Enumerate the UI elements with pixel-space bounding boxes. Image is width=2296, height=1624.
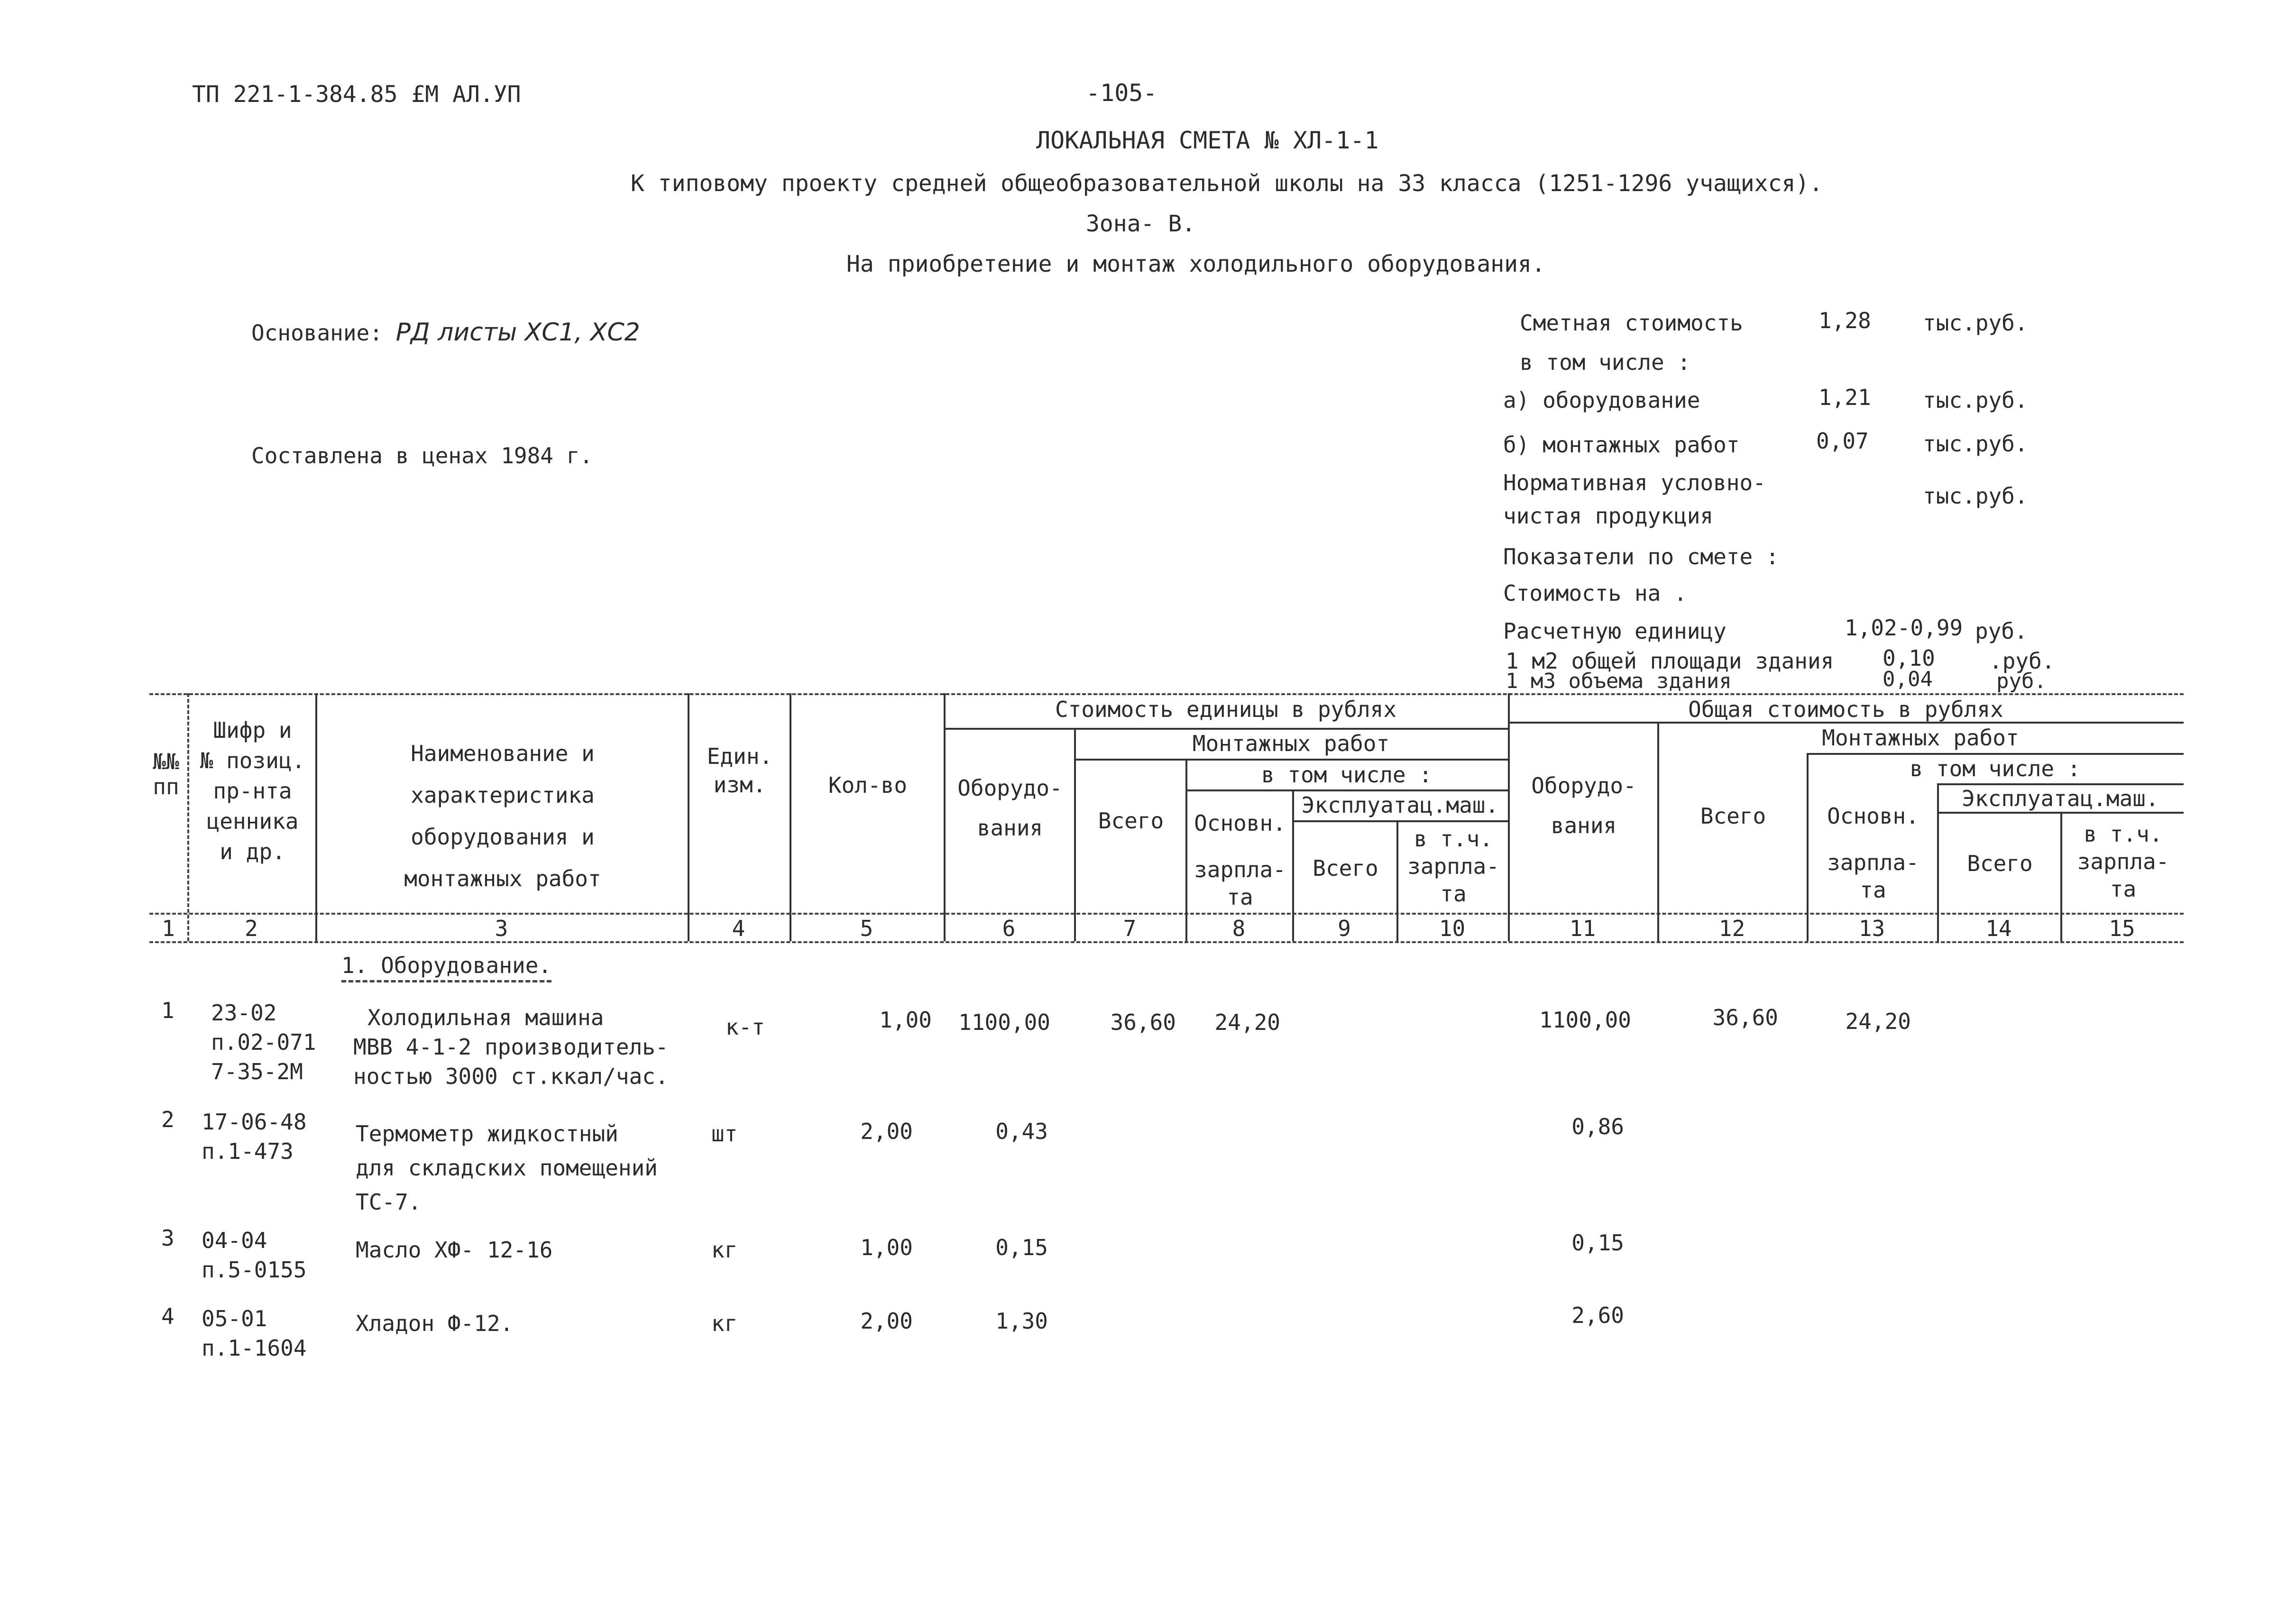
zone-label: Зона- В. — [1086, 211, 1196, 237]
row-c6: 0,15 — [995, 1235, 1048, 1260]
cost-per-label: Стоимость на . — [1503, 580, 1687, 606]
unit-incl-subline — [1185, 789, 1508, 791]
col2-header-line: Шифр и — [213, 717, 292, 743]
incl-label: в том числе : — [1520, 349, 1691, 375]
unit-mount-subline — [1074, 759, 1508, 761]
mount-value: 0,07 — [1816, 428, 1869, 454]
vline-3 — [688, 693, 689, 941]
col11-header — [1510, 766, 1657, 845]
m3-unit: руб. — [1996, 669, 2047, 693]
row-number: 4 — [161, 1303, 174, 1329]
prices-year: Составлена в ценах 1984 г. — [251, 443, 593, 468]
row-unit: к-т — [726, 1014, 765, 1040]
col2-header-line: № позиц. — [200, 748, 305, 773]
col-number: 8 — [1232, 916, 1246, 941]
col2-header-line: ценника — [206, 808, 299, 834]
basis-label: Основание: — [251, 320, 383, 346]
row-code-line: п.1-1604 — [202, 1335, 307, 1361]
row-name-line: Термометр жидкостный — [356, 1121, 618, 1147]
col10-header — [1399, 825, 1508, 908]
row-code — [202, 1226, 307, 1285]
row-name-line: МВВ 4-1-2 производитель- — [353, 1034, 669, 1060]
col5-header: Кол-во — [828, 772, 908, 798]
row-code-line: п.02-071 — [211, 1029, 316, 1055]
col4-header-line: Един. — [707, 743, 773, 769]
mount-label: б) монтажных работ — [1503, 432, 1740, 458]
row-c7: 36,60 — [1110, 1009, 1176, 1035]
indicators-label: Показатели по смете : — [1503, 544, 1779, 569]
row-name-line: ностью 3000 ст.ккал/час. — [353, 1064, 669, 1089]
col2-header — [190, 715, 315, 867]
section-title-text: 1. Оборудование. — [341, 953, 551, 982]
total-cost-header: Общая стоимость в рублях — [1688, 697, 2003, 722]
col3-header-line: характеристика — [411, 782, 595, 808]
row-code-line: п.5-0155 — [202, 1257, 307, 1283]
row-qty: 1,00 — [860, 1235, 913, 1260]
row-code — [202, 1304, 307, 1363]
row-c13: 24,20 — [1845, 1009, 1911, 1034]
row-name — [356, 1117, 658, 1219]
col3-header — [318, 733, 688, 899]
unit-cost-header: Стоимость единицы в рублях — [1055, 697, 1397, 722]
cost-label: Сметная стоимость — [1520, 310, 1743, 336]
col13-header-line: та — [1860, 877, 1886, 903]
col-number: 12 — [1718, 916, 1745, 941]
row-code — [211, 998, 316, 1086]
col-number: 13 — [1858, 916, 1885, 941]
col1-header — [142, 749, 190, 799]
total-incl-subline — [1937, 783, 2184, 785]
col-number: 3 — [495, 916, 508, 941]
row-name-line: Холодильная машина — [367, 1005, 604, 1030]
vline-6 — [1074, 728, 1076, 941]
col3-header-line: монтажных работ — [404, 866, 601, 891]
unit-machine-header: Эксплуатац.маш. — [1301, 792, 1499, 818]
vline-10 — [1508, 693, 1510, 941]
total-incl-header: в том числе : — [1910, 756, 2081, 781]
col10-header-line: зарпла- — [1407, 853, 1499, 879]
mount-unit: тыс.руб. — [1923, 431, 2028, 457]
col6-header-line: Оборудо- — [957, 775, 1063, 801]
page-number: -105- — [1086, 79, 1157, 107]
row-c11: 1100,00 — [1539, 1007, 1631, 1033]
row-c6: 1,30 — [995, 1308, 1048, 1334]
row-name-line: для складских помещений — [356, 1155, 658, 1181]
vline-4 — [790, 693, 791, 941]
col6-header — [946, 768, 1074, 848]
col15-header-line: зарпла- — [2077, 849, 2169, 874]
row-code-line: 23-02 — [211, 1000, 277, 1026]
m2-unit: .руб. — [1989, 648, 2055, 674]
row-c11: 0,86 — [1571, 1114, 1624, 1139]
col11-header-line: вания — [1551, 813, 1617, 838]
col2-header-line: и др. — [220, 839, 285, 864]
col10-header-line: та — [1440, 881, 1467, 907]
col12-header: Всего — [1700, 803, 1766, 829]
total-mount-header: Монтажных работ — [1822, 725, 2019, 751]
col13-header-line: зарпла- — [1827, 850, 1919, 875]
col10-header-line: в т.ч. — [1414, 826, 1493, 852]
col-number: 10 — [1439, 916, 1466, 941]
row-name — [353, 1003, 669, 1091]
norm-label-1: Нормативная условно- — [1503, 470, 1766, 495]
col3-header-line: Наименование и — [411, 741, 595, 766]
row-code-line: 7-35-2М — [211, 1059, 303, 1084]
col-number: 4 — [732, 916, 745, 941]
col6-header-line: вания — [977, 815, 1043, 841]
col-number: 11 — [1569, 916, 1596, 941]
row-name-line: Хладон Ф-12. — [356, 1311, 514, 1336]
m2-label: 1 м2 общей площади здания — [1506, 648, 1834, 674]
col-number: 14 — [1985, 916, 2012, 941]
col-number: 7 — [1123, 916, 1137, 941]
row-number: 1 — [161, 998, 174, 1023]
col-number: 5 — [860, 916, 873, 941]
row-name — [356, 1238, 552, 1263]
row-qty: 2,00 — [860, 1119, 913, 1144]
estimate-title: ЛОКАЛЬНАЯ СМЕТА № ХЛ-1-1 — [1036, 127, 1379, 154]
cost-unit: тыс.руб. — [1923, 310, 2028, 336]
row-c11: 2,60 — [1571, 1303, 1624, 1328]
col1-header-line: пп — [153, 773, 179, 799]
row-qty: 2,00 — [860, 1308, 913, 1334]
col15-header — [2063, 820, 2184, 903]
row-number: 2 — [161, 1107, 174, 1132]
row-unit: шт — [711, 1121, 738, 1147]
row-code — [202, 1107, 307, 1166]
equip-label: а) оборудование — [1503, 387, 1700, 413]
col13-header-salary — [1809, 849, 1937, 904]
document-code: ТП 221-1-384.85 £М АЛ.УП — [192, 81, 521, 108]
calc-unit-unit: руб. — [1975, 618, 2028, 644]
row-code-line: 17-06-48 — [202, 1109, 307, 1135]
col1-header-line: №№ — [153, 749, 179, 774]
row-c11: 0,15 — [1571, 1230, 1624, 1256]
col-number: 2 — [245, 916, 258, 941]
col8-header-salary — [1188, 856, 1292, 911]
unit-cost-subline — [944, 728, 1508, 730]
total-machine-header: Эксплуатац.маш. — [1962, 786, 2159, 811]
vline-2 — [315, 693, 317, 941]
col-number: 9 — [1338, 916, 1351, 941]
row-name — [356, 1311, 513, 1336]
row-qty: 1,00 — [879, 1007, 932, 1033]
colnum-bottom-line — [149, 941, 2184, 943]
vline-5 — [944, 693, 946, 941]
unit-mount-header: Монтажных работ — [1192, 731, 1390, 756]
calc-unit-value: 1,02-0,99 — [1845, 615, 1963, 641]
row-unit: кг — [711, 1311, 738, 1336]
header-bottom-line — [149, 913, 2184, 915]
basis-value: РД листы ХС1, ХС2 — [395, 318, 640, 347]
total-mount-subline — [1807, 753, 2184, 755]
row-c6: 0,43 — [995, 1119, 1048, 1144]
table-top-line — [149, 693, 2184, 695]
equip-value: 1,21 — [1818, 385, 1871, 410]
calc-unit-label: Расчетную единицу — [1503, 618, 1727, 644]
row-code-line: 04-04 — [202, 1228, 267, 1253]
norm-label-2: чистая продукция — [1503, 503, 1714, 529]
col4-header — [690, 742, 790, 799]
col15-header-line: та — [2110, 876, 2137, 902]
m3-value: 0,04 — [1883, 667, 1933, 691]
col9-header: Всего — [1313, 855, 1378, 881]
m2-value: 0,10 — [1883, 645, 1935, 671]
col14-header: Всего — [1967, 851, 2033, 876]
estimate-purpose: На приобретение и монтаж холодильного оборудования. — [846, 251, 1545, 277]
col7-header: Всего — [1098, 808, 1164, 834]
row-c12: 36,60 — [1712, 1005, 1778, 1030]
col-number: 1 — [162, 916, 175, 941]
vline-1 — [187, 693, 189, 941]
col3-header-line: оборудования и — [411, 824, 595, 850]
equip-unit: тыс.руб. — [1923, 387, 2028, 413]
unit-machine-subline — [1292, 820, 1508, 822]
row-unit: кг — [711, 1237, 738, 1263]
col8-header-line: та — [1227, 884, 1253, 910]
col8-header-basic: Основн. — [1194, 810, 1286, 836]
vline-11 — [1657, 722, 1659, 941]
estimate-subtitle: К типовому проекту средней общеобразовательной школы на 33 класса (1251-1296 учащихся). — [631, 170, 1823, 197]
col11-header-line: Оборудо- — [1531, 773, 1636, 798]
col13-header-basic: Основн. — [1827, 803, 1919, 829]
norm-unit: тыс.руб. — [1923, 483, 2028, 509]
col2-header-line: пр-нта — [213, 778, 292, 804]
row-c6: 1100,00 — [958, 1009, 1050, 1035]
col-number: 15 — [2109, 916, 2135, 941]
row-number: 3 — [161, 1225, 174, 1251]
row-code-line: 05-01 — [202, 1306, 267, 1331]
row-name-line: ТС-7. — [356, 1189, 422, 1215]
m3-label: 1 м3 объема здания — [1506, 669, 1732, 693]
col4-header-line: изм. — [713, 772, 766, 798]
col8-header-line: зарпла- — [1194, 857, 1286, 882]
cost-value: 1,28 — [1818, 308, 1871, 333]
col-number: 6 — [1002, 916, 1016, 941]
row-name-line: Масло ХФ- 12-16 — [356, 1237, 553, 1263]
col15-header-line: в т.ч. — [2084, 821, 2163, 847]
section-title — [341, 953, 551, 978]
unit-incl-header: в том числе : — [1261, 762, 1433, 788]
row-c8: 24,20 — [1214, 1009, 1280, 1035]
row-code-line: п.1-473 — [202, 1138, 294, 1164]
